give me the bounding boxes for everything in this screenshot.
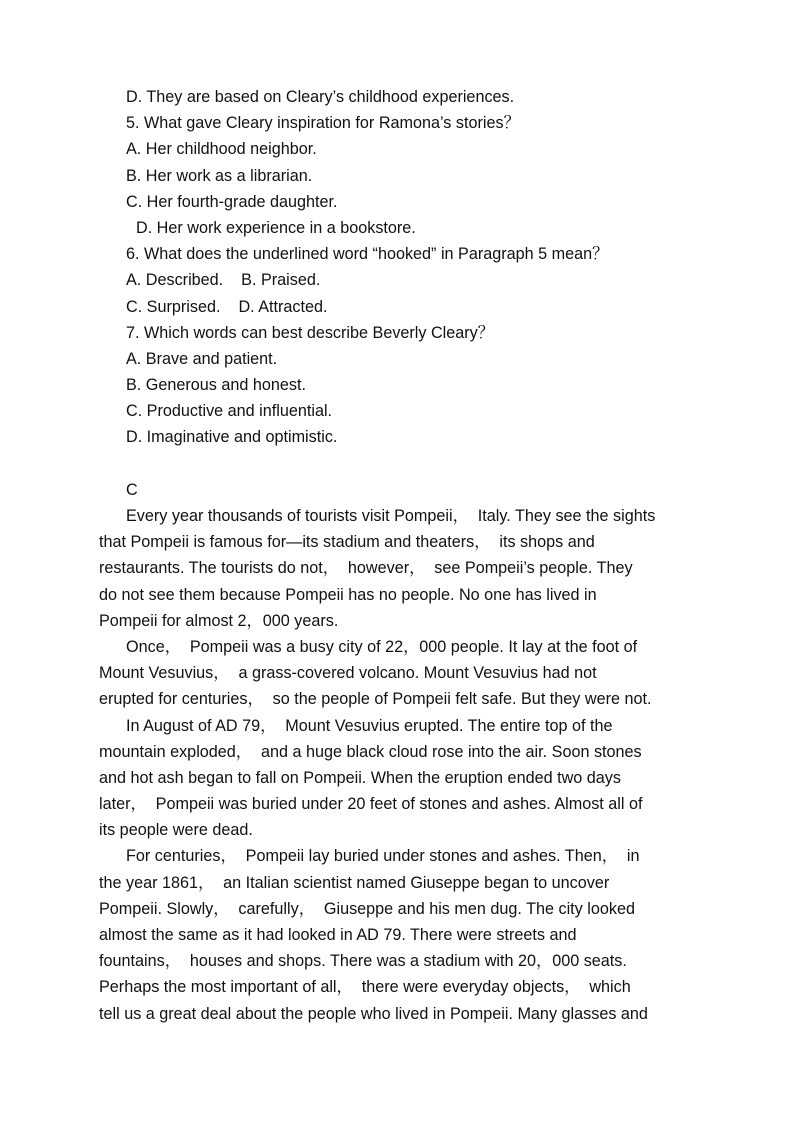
q5-option-d: D. Her work experience in a bookstore. <box>136 218 416 237</box>
passage-line: mountain exploded， and a huge black cloud rose into the air. Soon stones <box>99 742 642 761</box>
passage-line: and hot ash began to fall on Pompeii. When the eruption ended two days <box>99 768 621 787</box>
passage-line: Perhaps the most important of all， there were everyday objects， which <box>99 978 631 997</box>
passage-line: Pompeii for almost 2，000 years. <box>99 611 339 630</box>
q7-option-b: B. Generous and honest. <box>126 376 306 395</box>
passage-line: tell us a great deal about the people who lived in Pompeii. Many glasses and <box>99 1004 648 1023</box>
section-label-c: C <box>126 480 138 499</box>
q5-option-c: C. Her fourth-grade daughter. <box>126 192 338 211</box>
q7-option-c: C. Productive and influential. <box>126 402 333 421</box>
q5-question: 5. What gave Cleary inspiration for Ramona’s stories？ <box>126 114 520 133</box>
q4-option-d: D. They are based on Cleary’s childhood experiences. <box>126 88 515 106</box>
passage-line: almost the same as it had looked in AD 79. There were streets and <box>99 926 577 944</box>
passage-line: fountains， houses and shops. There was a stadium with 20，000 seats. <box>99 952 627 971</box>
passage-line: restaurants. The tourists do not， however， see Pompeii’s people. They <box>99 559 633 578</box>
q7-option-d: D. Imaginative and optimistic. <box>126 428 338 447</box>
passage-line: do not see them because Pompeii has no people. No one has lived in <box>99 585 597 604</box>
q5-option-a: A. Her childhood neighbor. <box>126 140 317 159</box>
passage-line: In August of AD 79， Mount Vesuvius erupted. The entire top of the <box>126 716 613 735</box>
passage-line: For centuries， Pompeii lay buried under stones and ashes. Then， in <box>126 847 640 866</box>
q7-question: 7. Which words can best describe Beverly Cleary？ <box>126 323 494 342</box>
passage-line: Every year thousands of tourists visit Pompeii， Italy. They see the sights <box>126 507 656 525</box>
passage-line: Mount Vesuvius， a grass-covered volcano. Mount Vesuvius had not <box>99 664 597 683</box>
q6-options-ab: A. Described. B. Praised. <box>126 271 321 290</box>
q6-question: 6. What does the underlined word “hooked” in Paragraph 5 mean？ <box>126 245 609 264</box>
passage-line: the year 1861， an Italian scientist named Giuseppe began to uncover <box>99 873 610 892</box>
passage-line: Once， Pompeii was a busy city of 22，000 people. It lay at the foot of <box>126 637 638 656</box>
document-text <box>99 84 703 1027</box>
q7-option-a: A. Brave and patient. <box>126 349 278 368</box>
passage-line: its people were dead. <box>99 821 253 840</box>
passage-line: Pompeii. Slowly， carefully， Giuseppe and his men dug. The city looked <box>99 899 635 918</box>
passage-line: that Pompeii is famous for—its stadium and theaters， its shops and <box>99 533 595 552</box>
q5-option-b: B. Her work as a librarian. <box>126 166 313 185</box>
passage-line: erupted for centuries， so the people of Pompeii felt safe. But they were not. <box>99 690 652 709</box>
passage-line: later， Pompeii was buried under 20 feet of stones and ashes. Almost all of <box>99 795 643 814</box>
q6-options-cd: C. Surprised. D. Attracted. <box>126 297 328 316</box>
section-spacer <box>99 451 703 477</box>
